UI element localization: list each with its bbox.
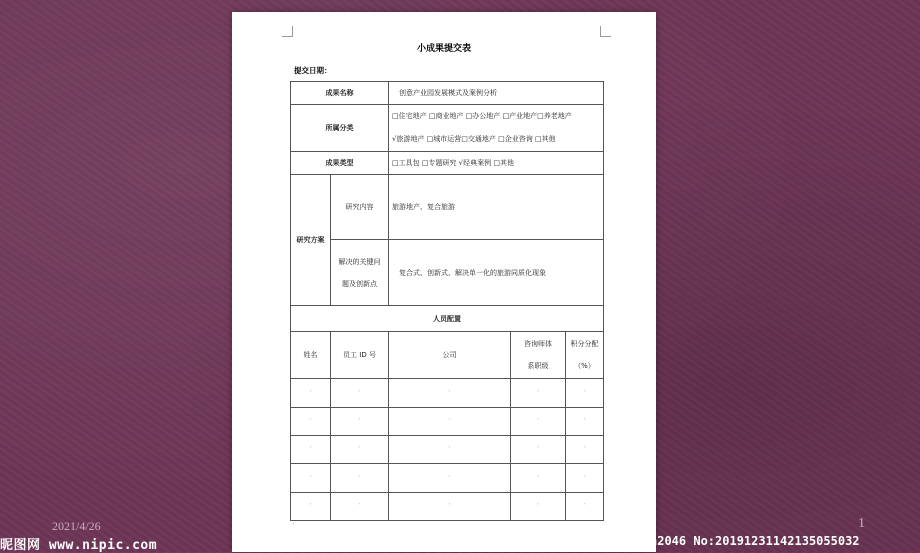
document-title: 小成果提交表 (416, 44, 471, 54)
empty-cell: ˄ (331, 408, 389, 436)
table-row (291, 464, 604, 493)
empty-cell: ˄ (291, 408, 331, 436)
result-type-options: □工具包 □专题研究 √经典案例 □其他 (389, 152, 604, 175)
staff-header-name: 姓名 (291, 332, 331, 379)
empty-cell: ˄ (566, 493, 604, 521)
staff-header-employee-id: 员工 ID 号 (331, 332, 389, 379)
page-corner-mark (600, 26, 611, 37)
slide-page-number: 1 (858, 516, 865, 531)
empty-cell: ˄ (389, 408, 511, 436)
paragraph-mark: ˄ (292, 523, 295, 530)
research-content-label: 研究内容 (331, 175, 389, 240)
category-label: 所属分类 (291, 105, 389, 152)
empty-cell: ˄ (291, 379, 331, 408)
staff-header-line: 积分分配 (570, 340, 599, 348)
empty-cell: ˄ (511, 379, 566, 408)
empty-cell: ˄ (511, 436, 566, 464)
empty-cell: ˄ (331, 436, 389, 464)
table-row (291, 436, 604, 464)
key-issue-value: 复合式、创新式、解决单一化的旅游同质化现象 (389, 240, 604, 306)
empty-cell: ˄ (511, 408, 566, 436)
submit-date-label: 提交日期： (294, 66, 332, 75)
empty-cell: ˄ (566, 436, 604, 464)
empty-cell: ˄ (291, 436, 331, 464)
empty-cell: ˄ (291, 464, 331, 493)
empty-cell: ˄ (566, 408, 604, 436)
research-plan-label: 研究方案 (291, 175, 331, 306)
result-name-value: 创意产业园发展模式及案例分析 (389, 82, 604, 105)
staff-header-line: （%） (574, 362, 595, 370)
staff-header-line: 系职级 (527, 362, 549, 370)
empty-cell: ˄ (511, 493, 566, 521)
empty-cell: ˄ (566, 464, 604, 493)
staff-header-consultant-level (511, 332, 566, 379)
empty-cell: ˄ (331, 464, 389, 493)
staff-section-title: 人员配置 (291, 306, 604, 332)
table-row (291, 379, 604, 408)
slide-date: 2021/4/26 (52, 519, 101, 533)
table-row (291, 408, 604, 436)
empty-cell: ˄ (389, 379, 511, 408)
staff-header-points (566, 332, 604, 379)
watermark-left: 昵图网 www.nipic.com (0, 538, 158, 553)
page-corner-mark (282, 26, 293, 37)
empty-cell: ˄ (389, 493, 511, 521)
empty-cell: ˄ (331, 493, 389, 521)
category-options (389, 105, 604, 152)
result-name-label: 成果名称 (291, 82, 389, 105)
category-options-line: □住宅地产 □商业地产 □办公地产 □产业地产□养老地产 (392, 112, 572, 120)
watermark-right: n2046 No:20191231142135055032 (650, 534, 860, 548)
empty-cell: ˄ (566, 379, 604, 408)
key-issue-label-line: 解决的关键问 (338, 257, 381, 266)
key-issue-label-line: 题及创新点 (342, 279, 377, 288)
empty-cell: ˄ (291, 493, 331, 521)
submission-form-table (290, 81, 604, 521)
staff-header-line: 咨询师体 (524, 340, 552, 348)
staff-header-company: 公司 (389, 332, 511, 379)
research-content-value: 旅游地产、复合旅游 (389, 175, 604, 240)
empty-cell: ˄ (389, 436, 511, 464)
empty-cell: ˄ (331, 379, 389, 408)
table-row (291, 493, 604, 521)
key-issue-label (331, 240, 389, 306)
empty-cell: ˄ (389, 464, 511, 493)
result-type-label: 成果类型 (291, 152, 389, 175)
document-page (232, 12, 656, 552)
empty-cell: ˄ (511, 464, 566, 493)
category-options-line: √旅游地产 □城市运营□交通地产 □企业咨询 □其他 (392, 135, 556, 143)
